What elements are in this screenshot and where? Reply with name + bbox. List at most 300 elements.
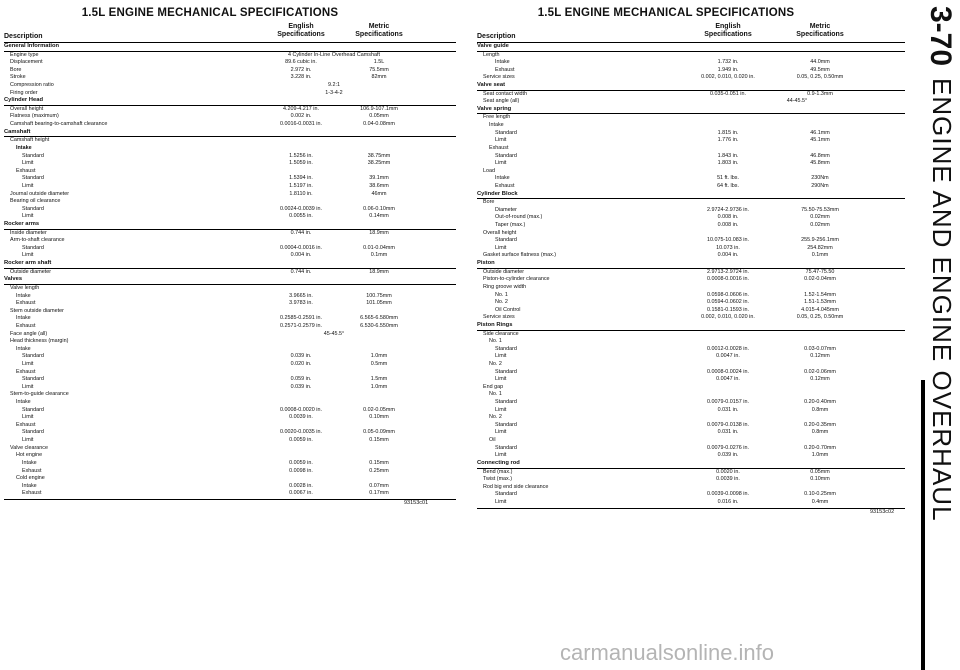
spec-value-english: 0.0055 in. [289, 213, 313, 220]
right-col-english [683, 23, 773, 39]
spec-value-metric: 46mm [371, 190, 387, 197]
spec-label: Limit [22, 160, 34, 167]
spec-value-english: 0.002 in. [290, 113, 312, 120]
spec-label: No. 1 [489, 391, 502, 398]
spec-value-metric: 1.5L [373, 59, 385, 66]
spec-label: Free length [483, 114, 511, 121]
left-figure-id: 93153c01 [404, 499, 429, 506]
left-col-english-line2: Specifications [277, 31, 325, 38]
spec-row [4, 315, 456, 323]
spec-row [477, 437, 905, 445]
spec-value-english: 3.228 in. [290, 74, 312, 81]
spec-label: Limit [495, 376, 507, 383]
spec-label: Rod big end side clearance [483, 483, 549, 490]
spec-label: Exhaust [489, 144, 509, 151]
spec-row [477, 331, 905, 339]
spec-value-metric: 0.05mm [369, 113, 389, 120]
spec-row [4, 137, 456, 145]
spec-row [477, 484, 905, 492]
spec-row [477, 74, 905, 82]
spec-value-english: 0.0039 in. [289, 414, 313, 421]
spec-label: Intake [16, 315, 31, 322]
section-header-row [4, 260, 456, 269]
left-col-metric-line2: Specifications [355, 31, 403, 38]
spec-row [4, 376, 456, 384]
spec-label: Limit [22, 414, 34, 421]
spec-row [477, 369, 905, 377]
spec-value-english: 1.803 in. [717, 160, 739, 167]
spec-value-metric: 255.9-256.1mm [801, 237, 839, 244]
section-label: Valve guide [477, 43, 509, 49]
spec-value-metric: 0.17mm [369, 490, 389, 497]
spec-value-metric: 38.25mm [367, 160, 391, 167]
section-label: Camshaft [4, 128, 31, 135]
section-label: Valve seat [477, 82, 506, 89]
spec-value-english: 89.6 cubic in. [285, 59, 317, 66]
spec-value-english: 0.0028 in. [289, 482, 313, 489]
spec-row [477, 307, 905, 315]
spec-value-english: 0.039 in. [717, 452, 739, 459]
spec-row [4, 346, 456, 354]
spec-value-metric: 0.25mm [369, 467, 389, 474]
spec-value-english: 0.0039 in. [716, 476, 740, 483]
spec-label: Side clearance [483, 330, 519, 337]
section-header-row [477, 322, 905, 331]
section-label: Cylinder Head [4, 97, 43, 104]
spec-label: Exhaust [495, 66, 515, 73]
spec-row [477, 207, 905, 215]
spec-label: Twist (max.) [483, 476, 513, 483]
spec-row [477, 199, 905, 207]
spec-value-metric: 0.02-0.05mm [363, 406, 395, 413]
spec-row [477, 98, 905, 106]
spec-value-english: 0.0079-0.0157 in. [707, 399, 749, 406]
spec-value-shared: 1-3-4-2 [325, 89, 343, 96]
left-col-description: Description [4, 33, 43, 40]
spec-row [477, 145, 905, 153]
spec-value-english: 2.9713-2.9724 in. [707, 268, 749, 275]
spec-row [4, 300, 456, 308]
spec-label: Cold engine [16, 475, 45, 482]
spec-value-english: 0.0079-0.0276 in. [707, 444, 749, 451]
spec-row [4, 369, 456, 377]
spec-row [477, 469, 905, 477]
spec-value-english: 1.815 in. [717, 129, 739, 136]
right-spec-rows [477, 43, 905, 507]
spec-row [4, 323, 456, 331]
spec-row [4, 429, 456, 437]
spec-value-english: 2.9724-2.9736 in. [707, 206, 749, 213]
spec-value-metric: 75.5mm [369, 66, 389, 73]
spec-value-english: 0.016 in. [717, 498, 739, 505]
spec-label: Seat contact width [483, 90, 528, 97]
spec-value-metric: 0.02mm [810, 214, 830, 221]
spec-row [4, 153, 456, 161]
spec-label: Intake [16, 345, 31, 352]
spec-value-english: 0.744 in. [290, 268, 312, 275]
spec-label: Exhaust [495, 182, 515, 189]
spec-value-english: 0.004 in. [717, 252, 739, 259]
section-header-row [4, 221, 456, 230]
spec-label: Camshaft height [10, 137, 50, 144]
left-col-english-line1: English [288, 23, 314, 30]
spec-value-metric: 106.9-107.1mm [360, 105, 398, 112]
left-spec-table [4, 6, 456, 506]
spec-value-english: 1.5197 in. [289, 182, 313, 189]
spec-label: Valve length [10, 284, 40, 291]
section-header-row [477, 191, 905, 200]
spec-row [477, 299, 905, 307]
spec-row [477, 183, 905, 191]
left-table-title: 1.5L ENGINE MECHANICAL SPECIFICATIONS [81, 7, 339, 19]
spec-label: Limit [495, 452, 507, 459]
spec-value-english: 0.004 in. [290, 252, 312, 259]
spec-label: Standard [495, 237, 517, 244]
spec-row [4, 252, 456, 260]
spec-value-english: 3.9665 in. [289, 292, 313, 299]
spec-value-english: 10.075-10.083 in. [707, 237, 749, 244]
spec-value-shared: 4 Cylinder In-Line Overhead Camshaft [288, 51, 380, 58]
spec-row [4, 384, 456, 392]
spec-value-english: 51 ft. lbs. [717, 175, 739, 182]
spec-value-english: 0.031 in. [717, 406, 739, 413]
spec-label: Intake [16, 292, 31, 299]
spec-label: Standard [22, 205, 44, 212]
spec-row [4, 183, 456, 191]
spec-value-english: 1.732 in. [717, 59, 739, 66]
spec-label: Intake [16, 144, 32, 151]
spec-value-english: 0.0039-0.0098 in. [707, 491, 749, 498]
spec-row [477, 67, 905, 75]
spec-label: Limit [495, 406, 507, 413]
spec-label: Ring groove width [483, 283, 527, 290]
spec-value-english: 4.209-4.217 in. [283, 105, 319, 112]
spec-value-english: 0.0004-0.0016 in. [280, 244, 322, 251]
section-header-row [4, 97, 456, 106]
spec-value-english: 0.0598-0.0606 in. [707, 291, 749, 298]
spec-label: Head thickness (margin) [10, 338, 69, 345]
spec-value-english: 0.035-0.051 in. [710, 90, 746, 97]
spec-label: No. 1 [489, 338, 502, 345]
spec-value-english: 0.0059 in. [289, 437, 313, 444]
spec-label: Seat angle (all) [483, 98, 520, 105]
spec-label: Standard [495, 444, 517, 451]
spec-value-english: 2.972 in. [290, 66, 312, 73]
spec-label: Standard [22, 244, 44, 251]
spec-label: Flatness (maximum) [10, 113, 59, 120]
right-col-description: Description [477, 33, 516, 40]
spec-value-metric: 100.75mm [366, 292, 392, 299]
spec-value-english: 1.5059 in. [289, 160, 313, 167]
spec-row [477, 237, 905, 245]
spec-label: Load [483, 167, 495, 174]
right-table-title: 1.5L ENGINE MECHANICAL SPECIFICATIONS [537, 7, 795, 19]
spec-label: Exhaust [16, 322, 36, 329]
spec-value-metric: 75.47-75.50 [805, 268, 835, 275]
spec-label: Limit [495, 137, 507, 144]
spec-row [4, 113, 456, 121]
spec-row [477, 399, 905, 407]
left-col-metric-line1: Metric [368, 23, 390, 30]
watermark: carmanualsonline.info [560, 640, 775, 665]
spec-label: Exhaust [16, 421, 36, 428]
spec-row [477, 114, 905, 122]
spec-label: Stem outside diameter [10, 307, 64, 314]
spec-row [4, 198, 456, 206]
spec-label: Hot engine [16, 452, 43, 459]
spec-label: Standard [22, 376, 44, 383]
right-col-metric [775, 23, 865, 39]
spec-value-english: 3.9783 in. [289, 300, 313, 307]
spec-label: Engine type [10, 51, 39, 58]
chapter-sidebar [913, 0, 960, 670]
spec-value-english: 0.0016-0.0031 in. [280, 121, 322, 128]
spec-label: Standard [495, 345, 517, 352]
spec-label: Valve clearance [10, 444, 48, 451]
spec-row [477, 422, 905, 430]
spec-label: Intake [22, 482, 37, 489]
spec-row [4, 230, 456, 238]
spec-row [477, 91, 905, 99]
right-col-metric-line2: Specifications [796, 31, 844, 38]
spec-row [4, 414, 456, 422]
spec-row [4, 361, 456, 369]
spec-row [4, 293, 456, 301]
spec-value-metric: 0.1mm [370, 252, 388, 259]
spec-label: Camshaft bearing-to-camshaft clearance [10, 121, 108, 128]
spec-value-metric: 0.8mm [811, 429, 829, 436]
spec-label: Outside diameter [10, 268, 52, 275]
spec-label: Diameter [495, 206, 517, 213]
spec-value-english: 0.1581-0.1593 in. [707, 306, 749, 313]
spec-value-metric: 45.1mm [810, 137, 830, 144]
spec-label: Bend (max.) [483, 468, 513, 475]
spec-row [477, 284, 905, 292]
spec-row [477, 429, 905, 437]
spec-value-metric: 1.51-1.53mm [804, 299, 836, 306]
left-table-header [4, 21, 456, 43]
spec-label: Bearing oil clearance [10, 198, 61, 205]
spec-row [4, 191, 456, 199]
spec-row [477, 245, 905, 253]
spec-value-metric: 230Nm [811, 175, 829, 182]
spec-row [4, 452, 456, 460]
left-table-end-rule [4, 499, 456, 500]
spec-value-metric: 101.05mm [366, 300, 392, 307]
spec-row [477, 314, 905, 322]
spec-value-english: 0.031 in. [717, 429, 739, 436]
spec-label: Exhaust [16, 300, 36, 307]
spec-row [4, 82, 456, 90]
spec-row [477, 153, 905, 161]
spec-label: Overall height [483, 229, 517, 236]
spec-row [4, 437, 456, 445]
spec-label: Exhaust [22, 467, 42, 474]
spec-row [477, 175, 905, 183]
spec-value-metric: 0.8mm [811, 406, 829, 413]
section-label: Connecting rod [477, 459, 520, 466]
spec-value-metric: 46.1mm [810, 129, 830, 136]
spec-value-metric: 0.4mm [811, 498, 829, 505]
spec-label: No. 2 [489, 414, 502, 421]
spec-label: Intake [495, 175, 510, 182]
spec-row [4, 206, 456, 214]
spec-label: Firing order [10, 89, 38, 96]
spec-value-english: 0.002, 0.010, 0.020 in. [701, 314, 755, 321]
spec-label: No. 2 [489, 360, 502, 367]
spec-label: Bore [483, 199, 495, 206]
spec-value-metric: 0.20-0.40mm [804, 399, 836, 406]
spec-value-english: 0.002, 0.010, 0.020 in. [701, 74, 755, 81]
spec-row [477, 391, 905, 399]
spec-value-metric: 0.02mm [810, 222, 830, 229]
chapter-title: ENGINE AND ENGINE OVERHAUL [927, 78, 957, 522]
spec-value-metric: 0.15mm [369, 459, 389, 466]
spec-value-metric: 39.1mm [369, 175, 389, 182]
spec-value-metric: 1.52-1.54mm [804, 291, 836, 298]
sidebar-rule [921, 380, 925, 670]
spec-row [477, 160, 905, 168]
spec-value-english: 0.039 in. [290, 383, 312, 390]
spec-label: Exhaust [16, 167, 36, 174]
spec-row [4, 160, 456, 168]
spec-row [477, 222, 905, 230]
spec-value-metric: 0.04-0.08mm [363, 121, 395, 128]
spec-value-shared: 45-45.5° [323, 330, 345, 337]
spec-row [4, 331, 456, 339]
spec-row [477, 353, 905, 361]
spec-row [477, 214, 905, 222]
spec-row [4, 285, 456, 293]
section-label: Piston [477, 260, 495, 267]
spec-value-english: 0.020 in. [290, 360, 312, 367]
spec-row [477, 137, 905, 145]
spec-label: Intake [22, 459, 37, 466]
spec-value-english: 0.0024-0.0039 in. [280, 205, 322, 212]
spec-row [477, 452, 905, 460]
spec-row [4, 483, 456, 491]
spec-value-english: 0.008 in. [717, 222, 739, 229]
spec-row [477, 491, 905, 499]
spec-row [477, 445, 905, 453]
spec-label: Standard [495, 129, 517, 136]
spec-row [4, 475, 456, 483]
right-table-header [477, 21, 905, 43]
spec-label: Limit [22, 383, 34, 390]
spec-row [4, 106, 456, 114]
spec-value-metric: 4.015-4.045mm [801, 306, 839, 313]
spec-label: Limit [22, 437, 34, 444]
spec-value-metric: 254.82mm [807, 244, 833, 251]
spec-value-english: 64 ft. lbs. [717, 182, 739, 189]
spec-value-metric: 1.0mm [370, 353, 388, 360]
spec-row [4, 308, 456, 316]
spec-row [477, 230, 905, 238]
spec-value-metric: 0.05-0.09mm [363, 429, 395, 436]
spec-value-metric: 45.8mm [810, 160, 830, 167]
spec-row [477, 52, 905, 60]
spec-value-english: 0.0047 in. [716, 353, 740, 360]
spec-row [4, 67, 456, 75]
spec-row [4, 407, 456, 415]
spec-row [4, 468, 456, 476]
left-col-english [256, 23, 346, 39]
spec-label: Service sizes [483, 314, 515, 321]
spec-label: Outside diameter [483, 268, 525, 275]
spec-label: Intake [16, 399, 31, 406]
spec-value-metric: 1.0mm [811, 452, 829, 459]
spec-value-metric: 0.05, 0.25, 0.50mm [796, 314, 844, 321]
spec-label: Journal outside diameter [10, 190, 70, 197]
spec-label: Displacement [10, 59, 43, 66]
spec-value-metric: 0.10-0.25mm [804, 491, 836, 498]
section-label: Rocker arm shaft [4, 260, 52, 267]
spec-row [4, 121, 456, 129]
spec-row [4, 490, 456, 498]
spec-label: Limit [495, 160, 507, 167]
section-header-row [477, 460, 905, 469]
spec-value-metric: 0.15mm [369, 437, 389, 444]
spec-row [4, 213, 456, 221]
spec-value-metric: 38.6mm [369, 182, 389, 189]
page-number: 3-70 [924, 6, 957, 67]
spec-value-metric: 44.0mm [810, 59, 830, 66]
spec-value-english: 0.0008-0.0020 in. [280, 406, 322, 413]
spec-value-english: 0.0020-0.0035 in. [280, 429, 322, 436]
spec-label: No. 2 [495, 299, 508, 306]
spec-label: Limit [495, 244, 507, 251]
spec-value-english: 0.0594-0.0602 in. [707, 299, 749, 306]
section-header-row [477, 82, 905, 91]
spec-value-metric: 0.06-0.10mm [363, 205, 395, 212]
spec-label: Bore [10, 66, 22, 73]
spec-label: Inside diameter [10, 229, 47, 236]
spec-value-metric: 0.01-0.04mm [363, 244, 395, 251]
spec-value-english: 0.2571-0.2579 in. [280, 322, 322, 329]
spec-value-metric: 18.9mm [369, 229, 389, 236]
spec-value-english: 0.008 in. [717, 214, 739, 221]
spec-label: Stroke [10, 74, 26, 81]
spec-value-metric: 0.05mm [810, 468, 830, 475]
spec-value-metric: 0.12mm [810, 376, 830, 383]
spec-value-metric: 6.565-6.580mm [360, 315, 398, 322]
spec-value-metric: 46.8mm [810, 152, 830, 159]
spec-value-metric: 1.0mm [370, 383, 388, 390]
spec-value-english: 1.776 in. [717, 137, 739, 144]
spec-value-metric: 0.14mm [369, 213, 389, 220]
spec-label: Standard [495, 491, 517, 498]
spec-value-english: 1.5256 in. [289, 152, 313, 159]
spec-label: Limit [495, 429, 507, 436]
spec-label: Arm-to-shaft clearance [10, 237, 65, 244]
spec-value-english: 0.2585-0.2591 in. [280, 315, 322, 322]
spec-label: End gap [483, 383, 504, 390]
spec-row [477, 168, 905, 176]
spec-row [4, 245, 456, 253]
spec-label: Compression ratio [10, 82, 54, 89]
spec-label: Overall height [10, 105, 44, 112]
section-label: Valve spring [477, 105, 512, 112]
spec-value-metric: 0.02-0.04mm [804, 276, 836, 283]
spec-row [4, 74, 456, 82]
spec-label: Standard [22, 353, 44, 360]
spec-row [477, 59, 905, 67]
spec-value-english: 0.0012-0.0028 in. [707, 345, 749, 352]
spec-value-english: 1.5394 in. [289, 175, 313, 182]
spec-label: Service sizes [483, 74, 515, 81]
spec-row [4, 168, 456, 176]
spec-row [4, 399, 456, 407]
